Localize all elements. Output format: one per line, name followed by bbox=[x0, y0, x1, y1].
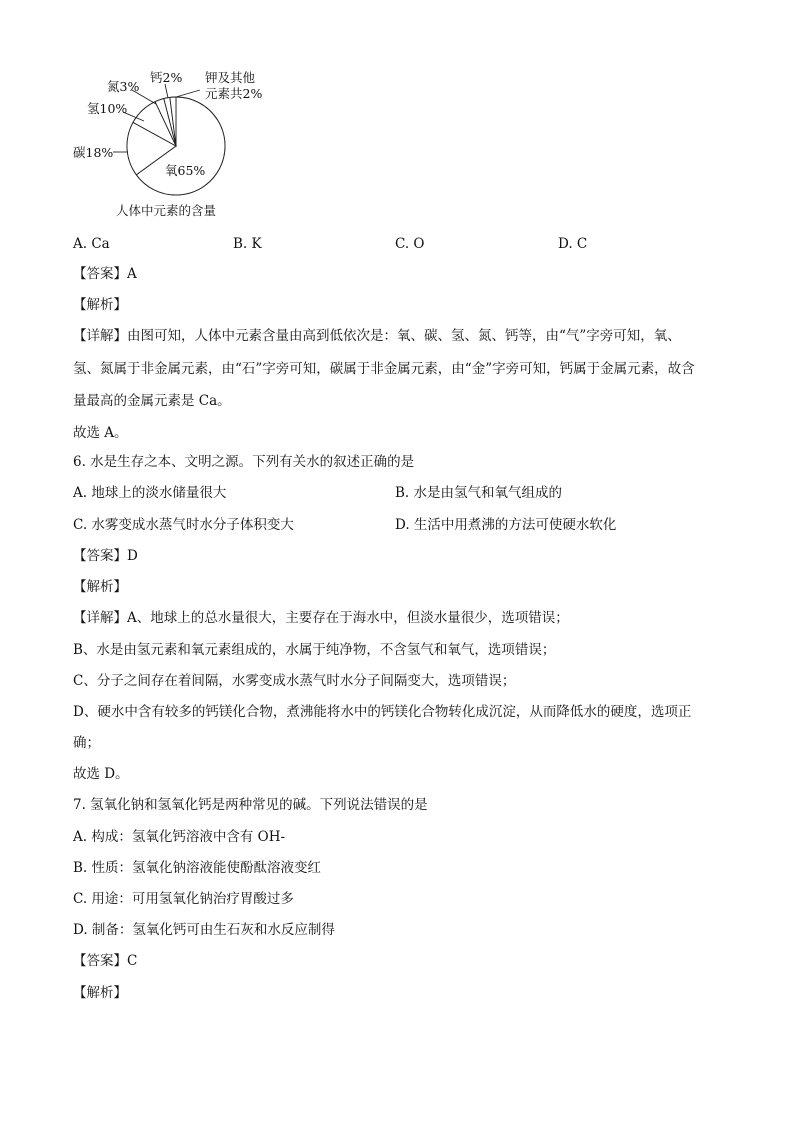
q6-detail-line-1: 【详解】A、地球上的总水量很大，主要存在于海水中，但淡水量很少，选项错误； bbox=[73, 610, 569, 626]
q6-detail-line-5: 确； bbox=[73, 735, 100, 751]
leader-calcium bbox=[165, 84, 168, 98]
q7-stem: 7. 氢氧化钠和氢氧化钙是两种常见的碱。下列说法错误的是 bbox=[73, 797, 428, 813]
q6-stem: 6. 水是生存之本、文明之源。下列有关水的叙述正确的是 bbox=[73, 454, 415, 470]
q6-option-d: D. 生活中用煮沸的方法可使硬水软化 bbox=[395, 517, 617, 533]
q6-answer: 【答案】D bbox=[73, 548, 138, 564]
q5-option-a: A. Ca bbox=[73, 236, 110, 252]
q5-analysis-label: 【解析】 bbox=[73, 297, 127, 313]
q5-detail-line-2: 氢、氮属于非金属元素，由“石”字旁可知，碳属于非金属元素，由“金”字旁可知，钙属于金属元素，故含 bbox=[73, 361, 695, 377]
q6-option-c: C. 水雾变成水蒸气时水分子体积变大 bbox=[73, 517, 294, 533]
leader-others bbox=[176, 90, 200, 97]
q6-detail-line-4: D、硬水中含有较多的钙镁化合物，煮沸能将水中的钙镁化合物转化成沉淀，从而降低水的硬度，选项正 bbox=[73, 704, 692, 720]
q6-detail-line-3: C、分子之间存在着间隔，水雾变成水蒸气时水分子间隔变大，选项错误； bbox=[73, 673, 516, 689]
pie-label-carbon: 碳18% bbox=[73, 145, 114, 160]
pie-label-others-line1: 钾及其他 bbox=[205, 70, 256, 85]
pie-label-calcium: 钙2% bbox=[150, 70, 183, 85]
pie-label-hydrogen: 氢10% bbox=[87, 101, 128, 116]
pie-label-oxygen: 氧65% bbox=[165, 163, 206, 178]
q5-answer: 【答案】A bbox=[73, 266, 137, 282]
q5-option-c: C. O bbox=[395, 236, 425, 252]
q6-conclusion: 故选 D。 bbox=[73, 766, 129, 782]
pie-label-nitrogen: 氮3% bbox=[107, 79, 140, 94]
q7-answer: 【答案】C bbox=[73, 953, 138, 969]
q5-conclusion: 故选 A。 bbox=[73, 425, 128, 441]
q5-option-d: D. C bbox=[558, 236, 588, 252]
q5-option-b: B. K bbox=[233, 236, 262, 252]
q5-detail-line-3: 量最高的金属元素是 Ca。 bbox=[73, 393, 231, 409]
q7-option-c: C. 用途：可用氢氧化钠治疗胃酸过多 bbox=[73, 891, 294, 907]
pie-caption: 人体中元素的含量 bbox=[116, 203, 217, 218]
q7-option-b: B. 性质：氢氧化钠溶液能使酚酞溶液变红 bbox=[73, 860, 322, 876]
q5-detail-line-1: 【详解】由图可知，人体中元素含量由高到低依次是：氧、碳、氢、氮、钙等，由“气”字旁可知，氧、 bbox=[73, 328, 681, 344]
q6-detail-line-2: B、水是由氢元素和氧元素组成的，水属于纯净物，不含氢气和氧气，选项错误； bbox=[73, 642, 556, 658]
q7-analysis-label: 【解析】 bbox=[73, 985, 127, 1001]
q6-analysis-label: 【解析】 bbox=[73, 579, 127, 595]
q6-option-a: A. 地球上的淡水储量很大 bbox=[73, 485, 227, 501]
q6-option-b: B. 水是由氢气和氧气组成的 bbox=[395, 485, 563, 501]
pie-label-others-line2: 元素共2% bbox=[205, 86, 263, 101]
q7-option-d: D. 制备：氢氧化钙可由生石灰和水反应制得 bbox=[73, 922, 335, 938]
q7-option-a: A. 构成：氢氧化钙溶液中含有 OH- bbox=[73, 829, 286, 845]
